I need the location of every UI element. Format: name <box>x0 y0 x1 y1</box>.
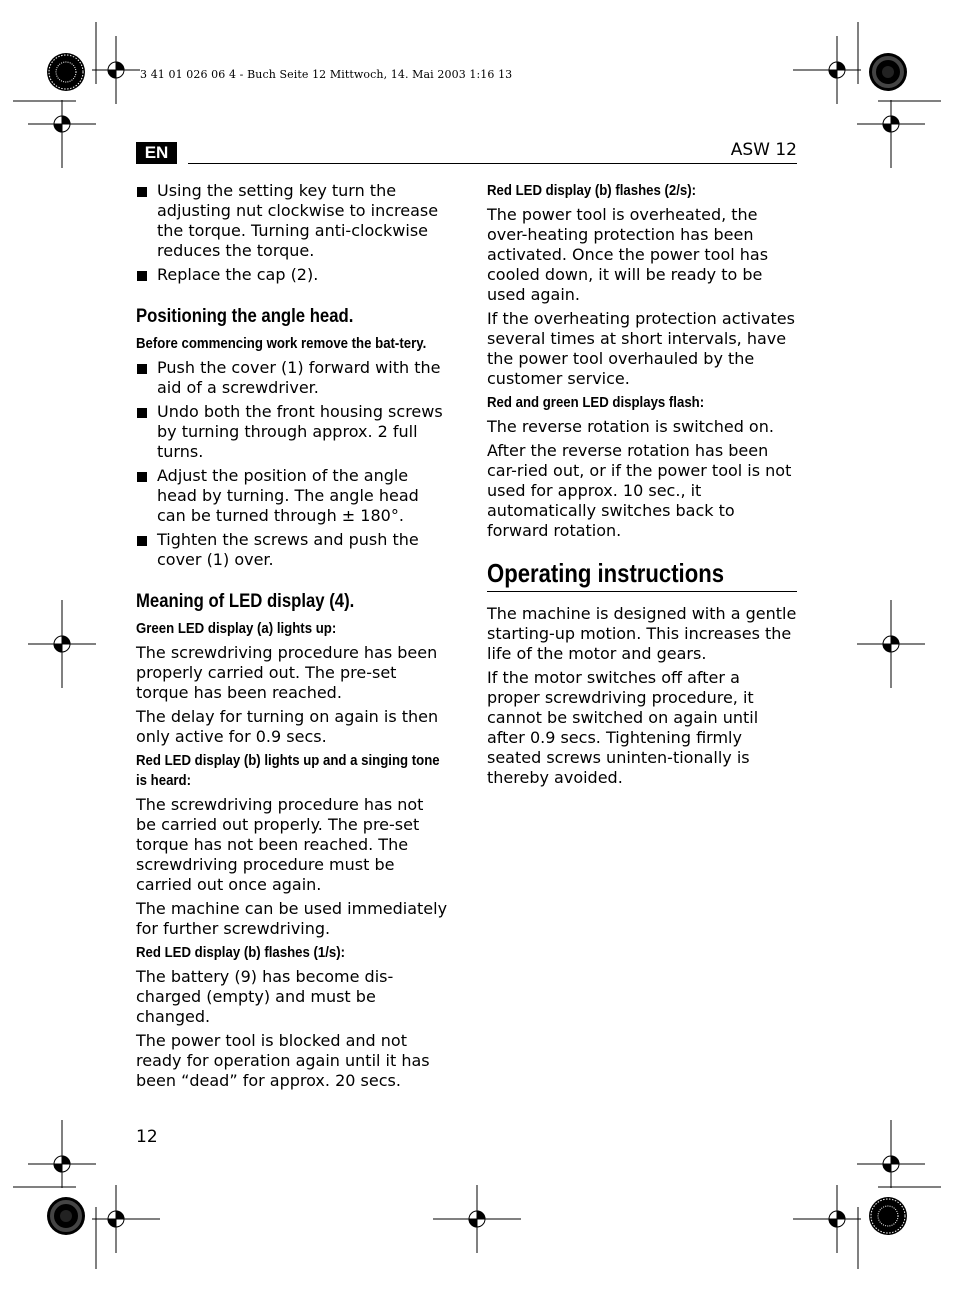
section-title-angle-head: Positioning the angle head. <box>136 306 354 327</box>
list-item: Push the cover (1) forward with the aid of a screwdriver. <box>136 358 448 398</box>
subheading-green-led: Green LED display (a) lights up: <box>136 620 337 637</box>
list-item: Using the setting key turn the adjusting nut clockwise to increase the torque. Turning anti-clockwise reduces the torque. <box>136 181 448 261</box>
paragraph: If the overheating protection activates several times at short intervals, have the power tool overhauled by the customer service. <box>487 309 795 388</box>
subheading-red-flash-1: Red LED display (b) flashes (1/s): <box>136 944 346 961</box>
subheading-both-flash: Red and green LED displays flash: <box>487 394 705 411</box>
list-item: Tighten the screws and push the cover (1) over. <box>136 530 448 570</box>
model-name: ASW 12 <box>730 140 797 160</box>
list-item: Replace the cap (2). <box>136 265 448 285</box>
paragraph: The screwdriving procedure has not be carried out properly. The pre-set torque has not been reached. The screwdriving procedure must be carried out once again. <box>136 795 424 894</box>
language-badge: EN <box>136 142 177 164</box>
paragraph: The machine is designed with a gentle starting-up motion. This increases the life of the motor and gears. <box>487 604 797 663</box>
paragraph: The delay for turning on again is then only active for 0.9 secs. <box>136 707 439 746</box>
paragraph: The power tool is overheated, the over-heating protection has been activated. Once the power tool has cooled down, it will be ready to be used again. <box>487 205 769 304</box>
left-column <box>136 181 448 1095</box>
list-item: Undo both the front housing screws by turning through approx. 2 full turns. <box>136 402 448 462</box>
paragraph: The battery (9) has become dis-charged (empty) and must be changed. <box>136 967 394 1026</box>
paragraph: The screwdriving procedure has been properly carried out. The pre-set torque has been reached. <box>136 643 438 702</box>
right-column <box>487 181 797 792</box>
page-number: 12 <box>136 1127 158 1147</box>
section-title-operating: Operating instructions <box>487 558 724 588</box>
battery-note: Before commencing work remove the bat-tery. <box>136 335 427 352</box>
header-rule <box>188 163 797 164</box>
subheading-red-flash-2: Red LED display (b) flashes (2/s): <box>487 182 697 199</box>
paragraph: The machine can be used immediately for further screwdriving. <box>136 899 448 938</box>
paragraph: The reverse rotation is switched on. <box>487 417 774 436</box>
print-slug: 3 41 01 026 06 4 - Buch Seite 12 Mittwoch, 14. Mai 2003 1:16 13 <box>140 68 513 81</box>
section-title-led: Meaning of LED display (4). <box>136 591 355 612</box>
paragraph: If the motor switches off after a proper screwdriving procedure, it cannot be switched on again until after 0.9 secs. Tightening firmly seated screws uninten-tionally is thereby avoided. <box>487 668 759 787</box>
list-item: Adjust the position of the angle head by turning. The angle head can be turned through ± 180°. <box>136 466 448 526</box>
paragraph: After the reverse rotation has been car-ried out, or if the power tool is not used for approx. 10 sec., it automatically switches back to forward rotation. <box>487 441 792 540</box>
subheading-red-led: Red LED display (b) lights up and a singing tone is heard: <box>136 752 440 789</box>
paragraph: The power tool is blocked and not ready for operation again until it has been “dead” for approx. 20 secs. <box>136 1031 430 1090</box>
section-rule <box>487 591 797 592</box>
